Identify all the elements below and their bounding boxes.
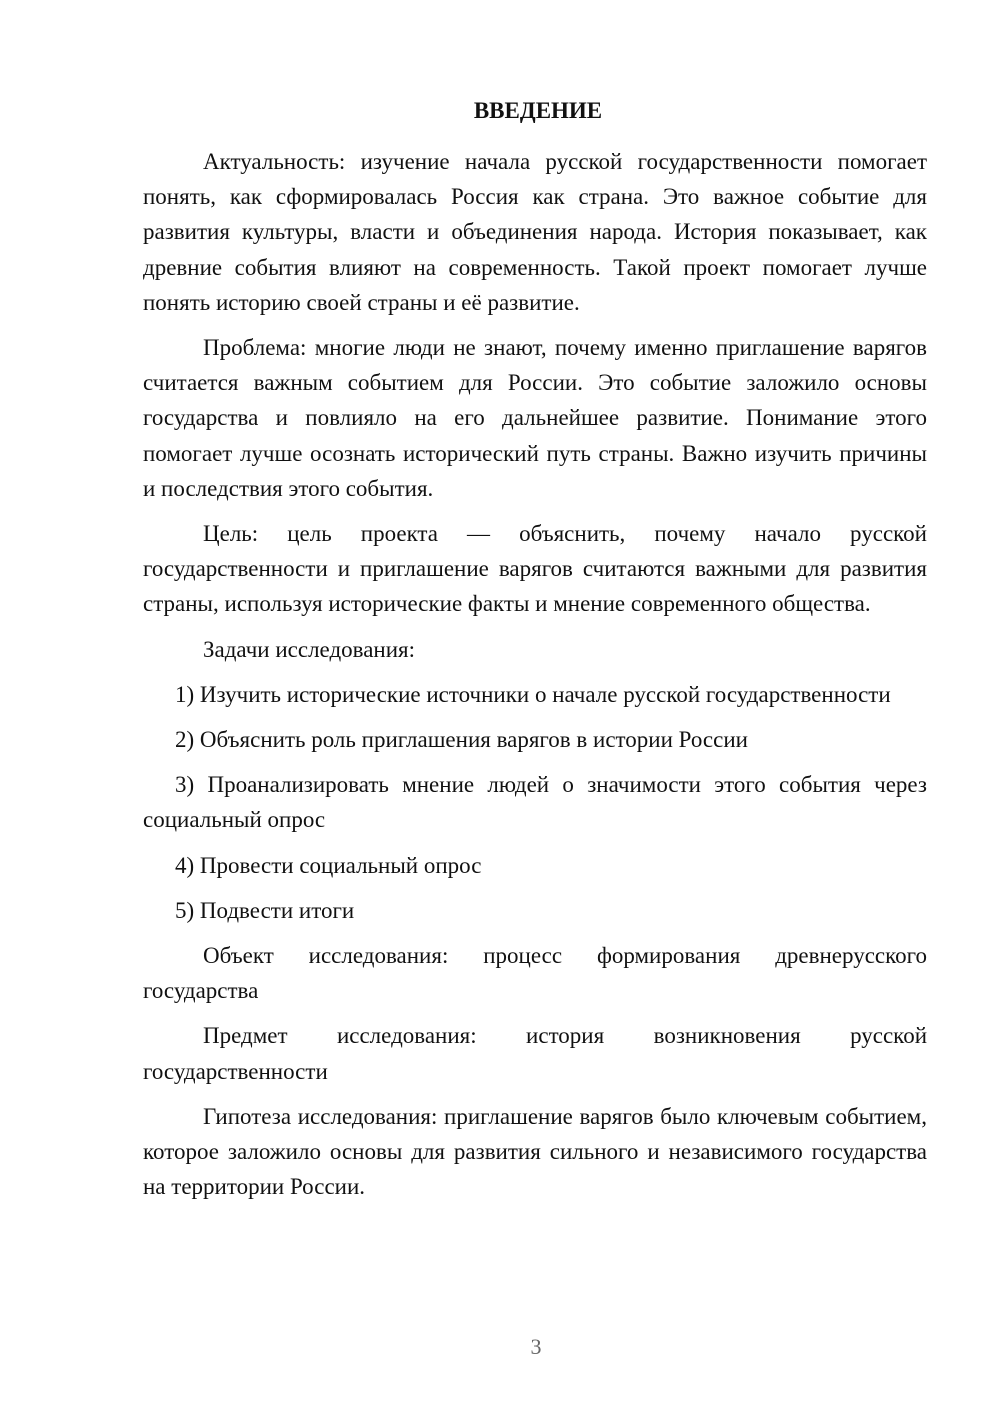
list-item: 2) Объяснить роль приглашения варягов в истории России	[175, 727, 748, 753]
object-paragraph: Объект исследования: процесс формирования древнерусского государства	[143, 943, 927, 1004]
page-number: 3	[530, 1334, 542, 1359]
list-item: 5) Подвести итоги	[175, 897, 355, 923]
problem-paragraph: Проблема: многие люди не знают, почему именно приглашение варягов считается важным событием для России. Это событие заложило основы государства и повлияло на его дальнейшее развитие. Понимание этого помогает лучше осознать исторический путь страны. Важно изучить причины и последствия этого события.	[143, 335, 927, 501]
page-title: ВВЕДЕНИЕ	[473, 98, 603, 123]
list-item: 3) Проанализировать мнение людей о значимости этого события через социальный опрос	[143, 772, 927, 833]
relevance-paragraph: Актуальность: изучение начала русской государственности помогает понять, как сформировалась Россия как страна. Это важное событие для развития культуры, власти и объединения народа. История показывает, как древние события влияют на современность. Такой проект помогает лучше понять историю своей страны и её развитие.	[143, 149, 927, 315]
goal-paragraph: Цель: цель проекта — объяснить, почему начало русской государственности и приглашение варягов считаются важными для развития страны, используя исторические факты и мнение современного общества.	[143, 521, 927, 617]
list-item: 4) Провести социальный опрос	[175, 852, 482, 878]
tasks-heading: Задачи исследования:	[203, 636, 416, 662]
hypothesis-paragraph: Гипотеза исследования: приглашение варягов было ключевым событием, которое заложило основы для развития сильного и независимого государства на территории России.	[143, 1103, 927, 1200]
subject-paragraph: Предмет исследования: история возникновения русской государственности	[143, 1023, 927, 1084]
document-page	[143, 96, 927, 1214]
tasks-list	[143, 677, 927, 928]
list-item: 1) Изучить исторические источники о начале русской государственности	[175, 681, 891, 707]
